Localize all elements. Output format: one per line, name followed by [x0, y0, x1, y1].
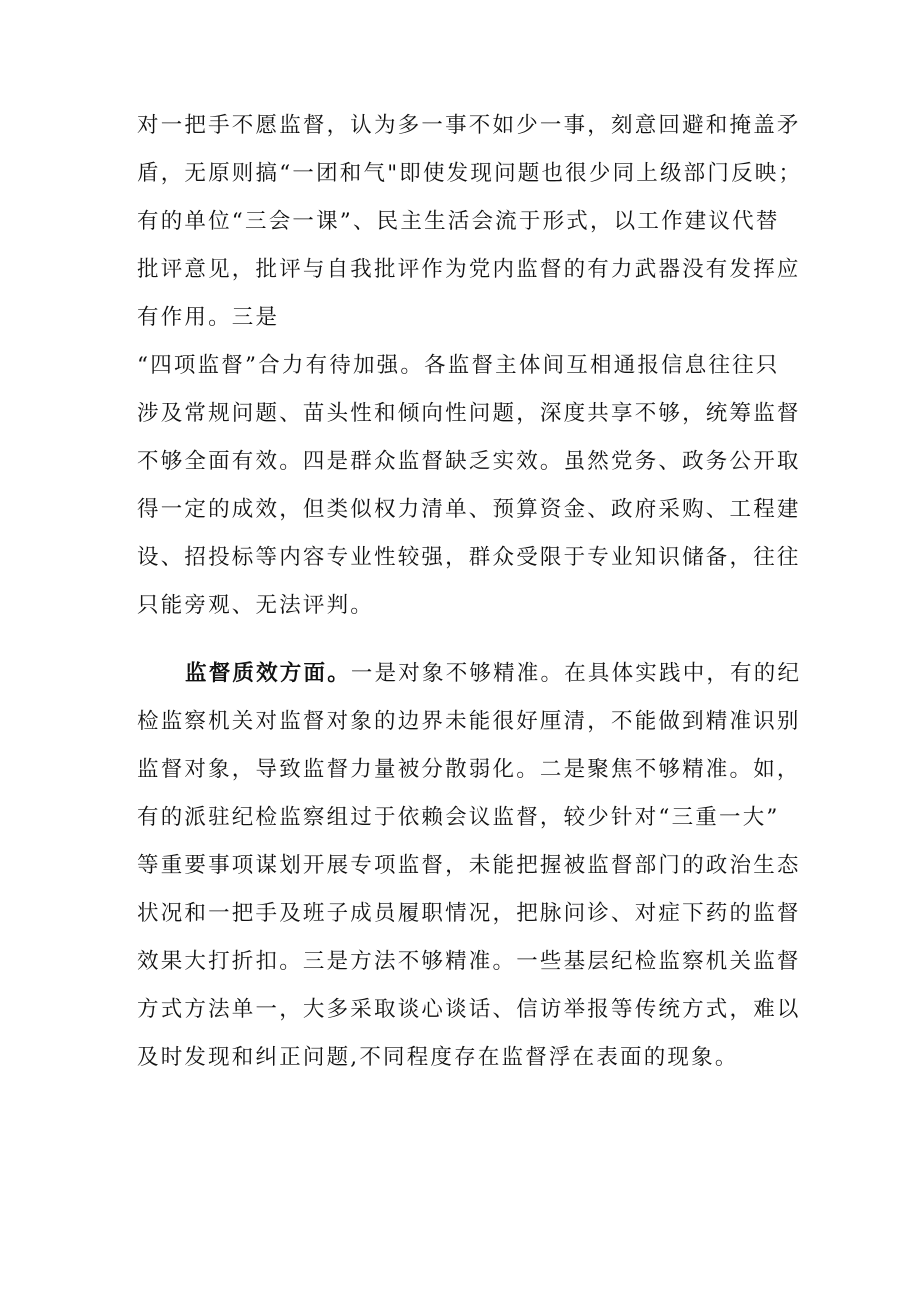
text-line: 监督对象，导致监督力量被分散弱化。二是聚焦不够精准。如，: [137, 757, 801, 782]
text-line: 盾，无原则搞“一团和气"即使发现问题也很少同上级部门反映；: [137, 161, 803, 186]
section-heading: 监督质效方面。: [185, 661, 351, 686]
text-line: 效果大打折扣。三是方法不够精准。一些基层纪检监察机关监督: [137, 949, 801, 974]
text-line: 对一把手不愿监督，认为多一事不如少一事，刻意回避和掩盖矛: [137, 113, 801, 138]
text-line: 有的派驻纪检监察组过于依赖会议监督，较少针对“三重一大”: [137, 805, 780, 830]
paragraph-1: [137, 102, 803, 630]
paragraph-2: [137, 650, 802, 1082]
text-line: 有作用。三是: [137, 305, 280, 330]
text-line: “四项监督”合力有待加强。各监督主体间互相通报信息往往只: [137, 353, 780, 378]
text-line: 得一定的成效，但类似权力清单、预算资金、政府采购、工程建: [137, 497, 801, 522]
text-line: 只能旁观、无法评判。: [137, 593, 375, 618]
text-line: [137, 650, 802, 698]
text-line: 有的单位“三会一课”、民主生活会流于形式，以工作建议代替: [137, 209, 780, 234]
text-line: 方式方法单一，大多采取谈心谈话、信访举报等传统方式，难以: [137, 997, 801, 1022]
heading-continuation: 一是对象不够精准。在具体实践中，有的纪: [350, 661, 802, 686]
text-line: 检监察机关对监督对象的边界未能很好厘清，不能做到精准识别: [137, 709, 801, 734]
text-line: 批评意见，批评与自我批评作为党内监督的有力武器没有发挥应: [137, 257, 801, 282]
text-line: 及时发现和纠正问题,不同程度存在监督浮在表面的现象。: [137, 1045, 739, 1070]
text-line: 设、招投标等内容专业性较强，群众受限于专业知识储备，往往: [137, 545, 801, 570]
text-line: 等重要事项谋划开展专项监督，未能把握被监督部门的政治生态: [137, 853, 801, 878]
text-line: 涉及常规问题、苗头性和倾向性问题，深度共享不够，统筹监督: [137, 401, 801, 426]
text-line: 不够全面有效。四是群众监督缺乏实效。虽然党务、政务公开取: [137, 449, 801, 474]
text-line: 状况和一把手及班子成员履职情况，把脉问诊、对症下药的监督: [137, 901, 801, 926]
